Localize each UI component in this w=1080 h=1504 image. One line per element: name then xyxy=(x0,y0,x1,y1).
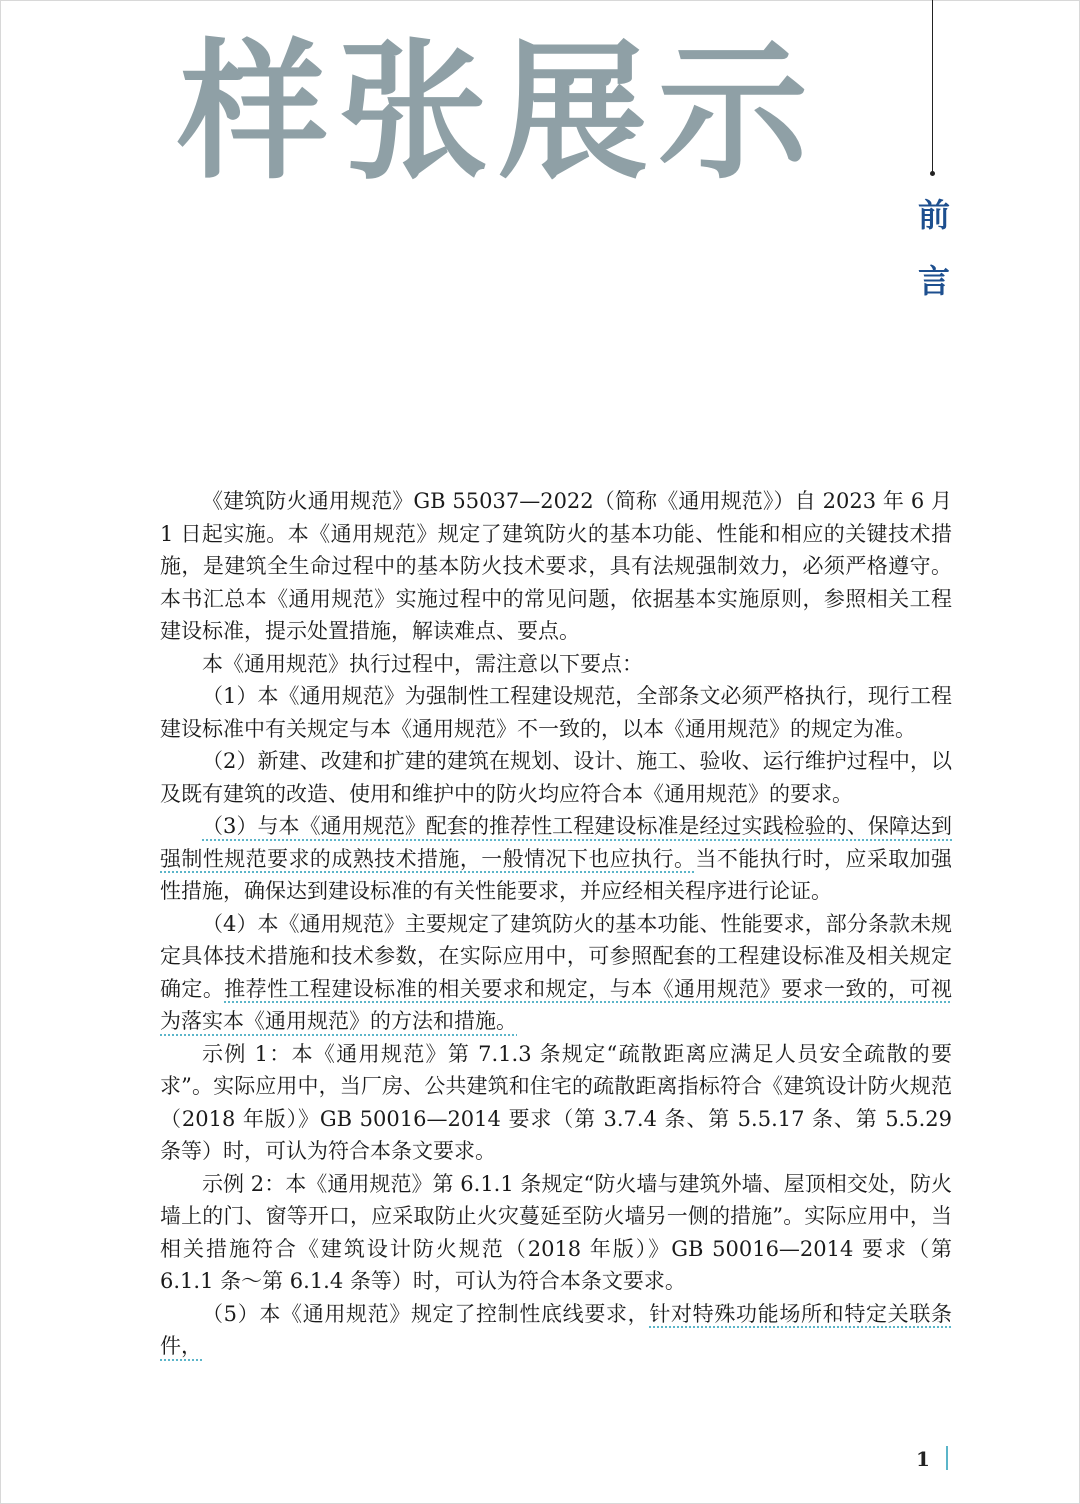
paragraph-item-2: （2）新建、改建和扩建的建筑在规划、设计、施工、验收、运行维护过程中，以及既有建筑的改造、使用和维护中的防火均应符合本《通用规范》的要求。 xyxy=(160,749,952,806)
paragraph-item-5 xyxy=(160,1298,952,1363)
page-number: 1 xyxy=(916,1447,930,1471)
page-number-bar xyxy=(946,1446,948,1470)
paragraph-key-points: 本《通用规范》执行过程中，需注意以下要点： xyxy=(202,651,643,676)
paragraph-item-3 xyxy=(160,810,952,908)
underlined-text: 针对特殊功能场所和特定关联条件， xyxy=(160,1301,952,1358)
margin-rule xyxy=(932,0,933,172)
paragraph-example-1: 示例 1：本《通用规范》第 7.1.3 条规定“疏散距离应满足人员安全疏散的要求”。实际应用中，当厂房、公共建筑和住宅的疏散距离指标符合《建筑设计防火规范（2018 年版）》GB 50016—2014 要求（第 3.7.4 条、第 5.5.17 条、第 5.5.29 条等）时，可认为符合本条文要求。 xyxy=(160,1041,952,1163)
section-title: 前言 xyxy=(917,196,950,300)
paragraph-example-2: 示例 2：本《通用规范》第 6.1.1 条规定“防火墙与建筑外墙、屋顶相交处，防火墙上的门、窗等开口，应采取防止火灾蔓延至防火墙另一侧的措施”。实际应用中，当相关措施符合《建筑设计防火规范（2018 年版）》GB 50016—2014 要求（第 6.1.1 条～第 6.1.4 条等）时，可认为符合本条文要求。 xyxy=(160,1171,952,1293)
body-text xyxy=(160,485,952,1363)
paragraph-item-1: （1）本《通用规范》为强制性工程建设规范，全部条文必须严格执行，现行工程建设标准中有关规定与本《通用规范》不一致的，以本《通用规范》的规定为准。 xyxy=(160,684,952,741)
paragraph-intro: 《建筑防火通用规范》GB 55037—2022（简称《通用规范》）自 2023 年 6 月 1 日起实施。本《通用规范》规定了建筑防火的基本功能、性能和相应的关键技术措施，是建筑全生命过程中的基本防火技术要求，具有法规强制效力，必须严格遵守。本书汇总本《通用规范》实施过程中的常见问题，依据基本实施原则，参照相关工程建设标准，提示处置措施，解读难点、要点。 xyxy=(160,489,952,643)
paragraph-item-4 xyxy=(160,908,952,1038)
margin-rule-dot xyxy=(930,171,935,176)
banner-title: 样张展示 xyxy=(178,26,819,200)
underlined-text: （3）与本《通用规范》配套的推荐性工程建设标准是经过实践检验的、保障达到强制性规范要求的成熟技术措施，一般情况下也应执行。 xyxy=(160,814,952,871)
paragraph-text: （4）本《通用规范》主要规定了建筑防火的基本功能、性能要求，部分条款未规定具体技术措施和技术参数，在实际应用中，可参照配套的工程建设标准及相关规定确定。 xyxy=(160,911,952,1001)
paragraph-text: 当不能执行时，应采取加强性措施，确保达到建设标准的有关性能要求，并应经相关程序进行论证。 xyxy=(160,846,953,903)
paragraph-text: （5）本《通用规范》规定了控制性底线要求， xyxy=(202,1301,650,1326)
underlined-text: 推荐性工程建设标准的相关要求和规定，与本《通用规范》要求一致的，可视为落实本《通用规范》的方法和措施。 xyxy=(160,976,952,1033)
